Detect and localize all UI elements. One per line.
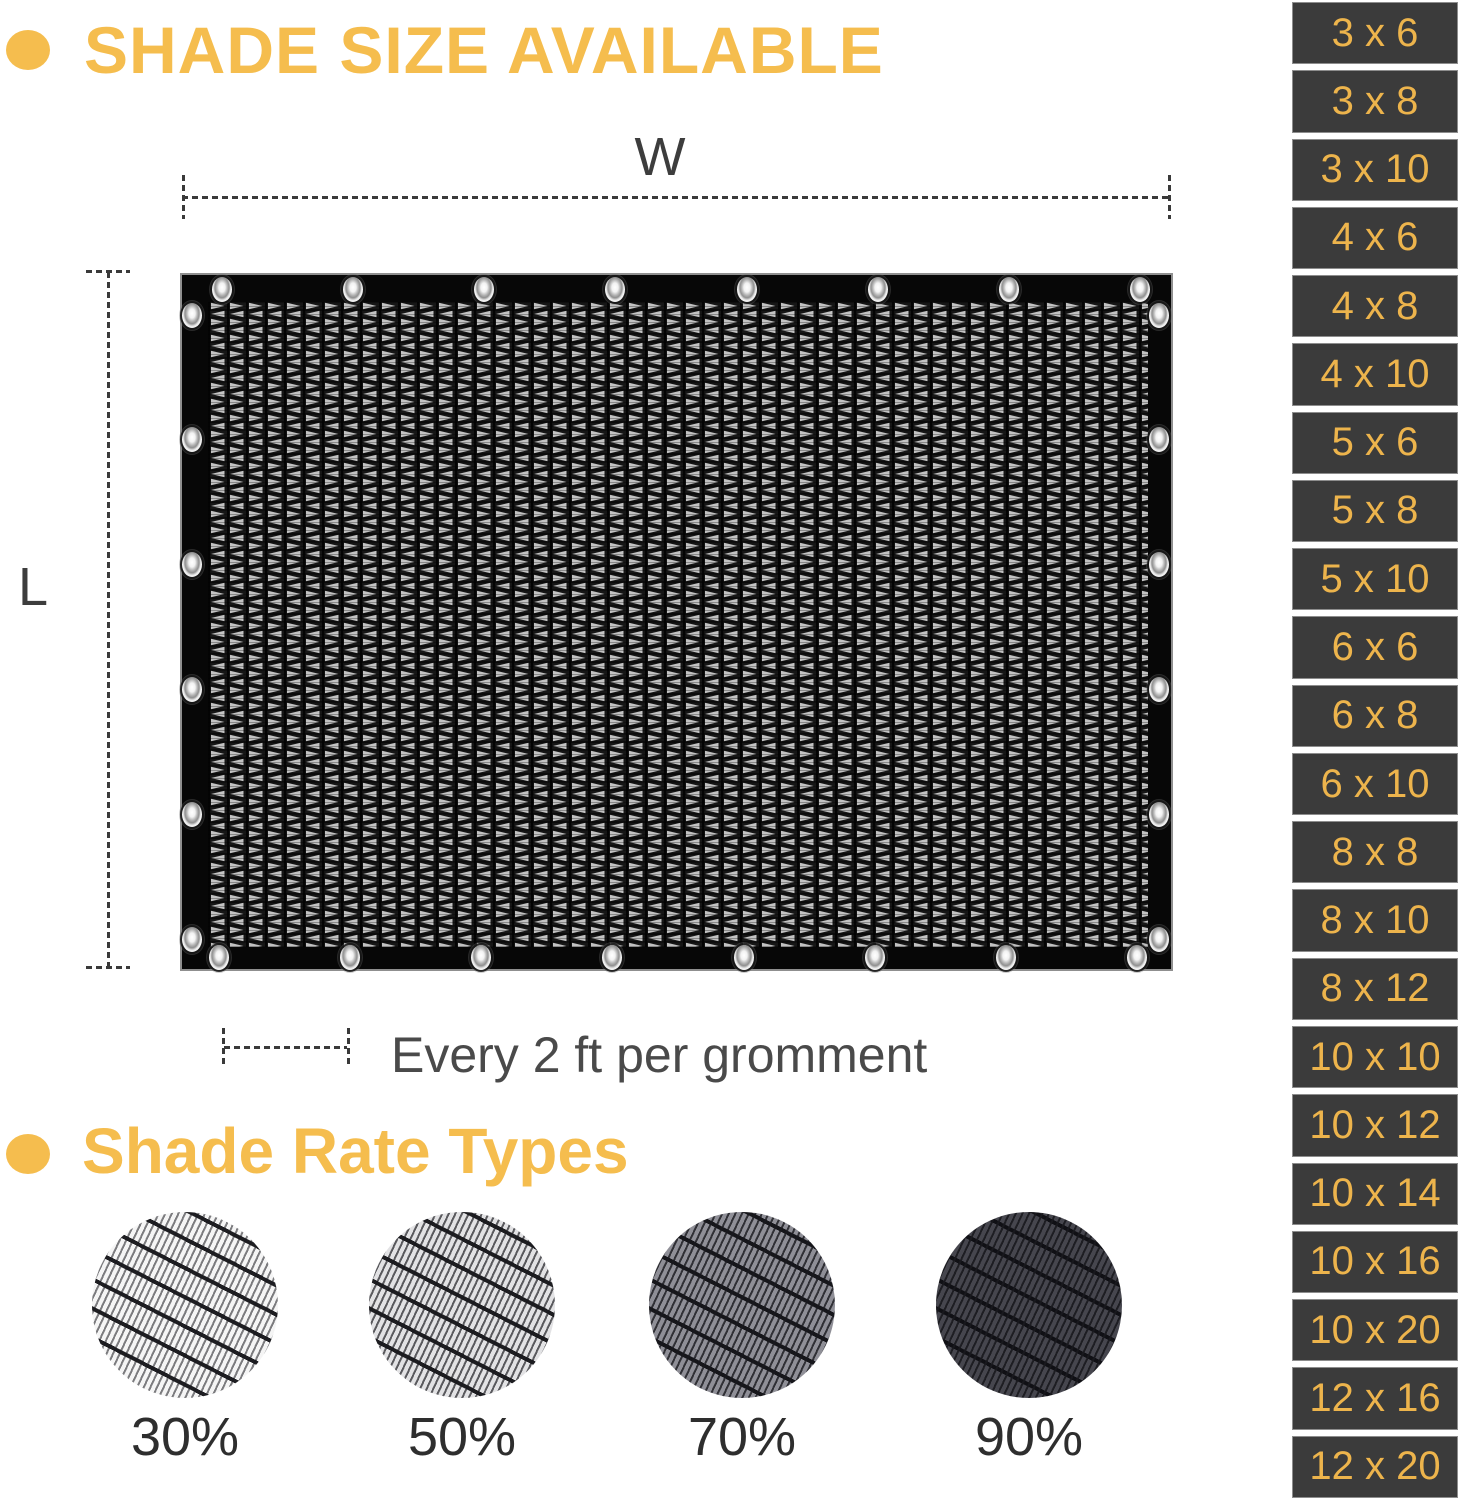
- shade-sample-50: [369, 1212, 555, 1398]
- grommet: [602, 945, 622, 970]
- size-option: 10 x 12: [1292, 1094, 1458, 1156]
- shade-sample-label: 70%: [687, 1407, 797, 1467]
- size-option: 4 x 10: [1292, 343, 1458, 405]
- shade-sample-label: 90%: [974, 1407, 1084, 1467]
- size-option: 4 x 8: [1292, 275, 1458, 337]
- grommet: [343, 277, 363, 302]
- grommet: [1149, 802, 1169, 827]
- grommet: [1149, 427, 1169, 452]
- grommet: [1149, 677, 1169, 702]
- size-option: 10 x 10: [1292, 1026, 1458, 1088]
- size-option: 3 x 8: [1292, 70, 1458, 132]
- grommet: [182, 927, 202, 952]
- grommet-spacing-bracket: [224, 1046, 347, 1049]
- grommet: [999, 277, 1019, 302]
- grommet: [182, 552, 202, 577]
- width-dimension-label: W: [634, 127, 686, 187]
- shade-net-illustration: [182, 275, 1171, 969]
- width-dimension-line: [182, 196, 1171, 199]
- size-list: [1292, 0, 1458, 1500]
- shade-sample-label: 50%: [407, 1407, 517, 1467]
- mesh-texture: [208, 302, 1148, 947]
- size-option: 8 x 10: [1292, 889, 1458, 951]
- grommet: [996, 945, 1016, 970]
- size-option: 10 x 14: [1292, 1163, 1458, 1225]
- size-option: 5 x 10: [1292, 548, 1458, 610]
- shade-sample-90: [936, 1212, 1122, 1398]
- grommet: [212, 277, 232, 302]
- size-option: 4 x 6: [1292, 207, 1458, 269]
- size-option: 10 x 16: [1292, 1231, 1458, 1293]
- shade-sample-30: [92, 1212, 278, 1398]
- bullet-icon: [6, 30, 50, 70]
- grommet: [865, 945, 885, 970]
- bullet-icon: [6, 1134, 50, 1174]
- size-option: 8 x 8: [1292, 821, 1458, 883]
- grommet: [474, 277, 494, 302]
- grommet: [182, 677, 202, 702]
- grommet: [209, 945, 229, 970]
- size-option: 6 x 6: [1292, 616, 1458, 678]
- size-option: 3 x 10: [1292, 139, 1458, 201]
- grommet-spacing-tick-right: [347, 1028, 350, 1066]
- grommet: [182, 427, 202, 452]
- length-dimension-label: L: [18, 557, 49, 617]
- size-option: 5 x 6: [1292, 412, 1458, 474]
- grommet: [1130, 277, 1150, 302]
- shade-sample-70: [649, 1212, 835, 1398]
- grommet: [182, 802, 202, 827]
- size-option: 8 x 12: [1292, 958, 1458, 1020]
- grommet: [340, 945, 360, 970]
- grommet: [471, 945, 491, 970]
- page-title: SHADE SIZE AVAILABLE: [84, 13, 884, 87]
- grommet: [1149, 303, 1169, 328]
- grommet: [182, 303, 202, 328]
- shade-rate-title: Shade Rate Types: [82, 1115, 629, 1187]
- size-option: 5 x 8: [1292, 480, 1458, 542]
- grommet: [734, 945, 754, 970]
- grommet: [1127, 945, 1147, 970]
- grommet: [605, 277, 625, 302]
- grommet: [1149, 927, 1169, 952]
- grommet-spacing-note: Every 2 ft per gromment: [391, 1027, 928, 1083]
- size-option: 6 x 8: [1292, 685, 1458, 747]
- grommet: [737, 277, 757, 302]
- length-dimension-line: [107, 272, 110, 968]
- size-option: 12 x 16: [1292, 1367, 1458, 1429]
- shade-sample-label: 30%: [130, 1407, 240, 1467]
- size-option: 12 x 20: [1292, 1436, 1458, 1498]
- size-option: 10 x 20: [1292, 1299, 1458, 1361]
- grommet: [1149, 552, 1169, 577]
- grommet: [868, 277, 888, 302]
- size-option: 6 x 10: [1292, 753, 1458, 815]
- size-option: 3 x 6: [1292, 2, 1458, 64]
